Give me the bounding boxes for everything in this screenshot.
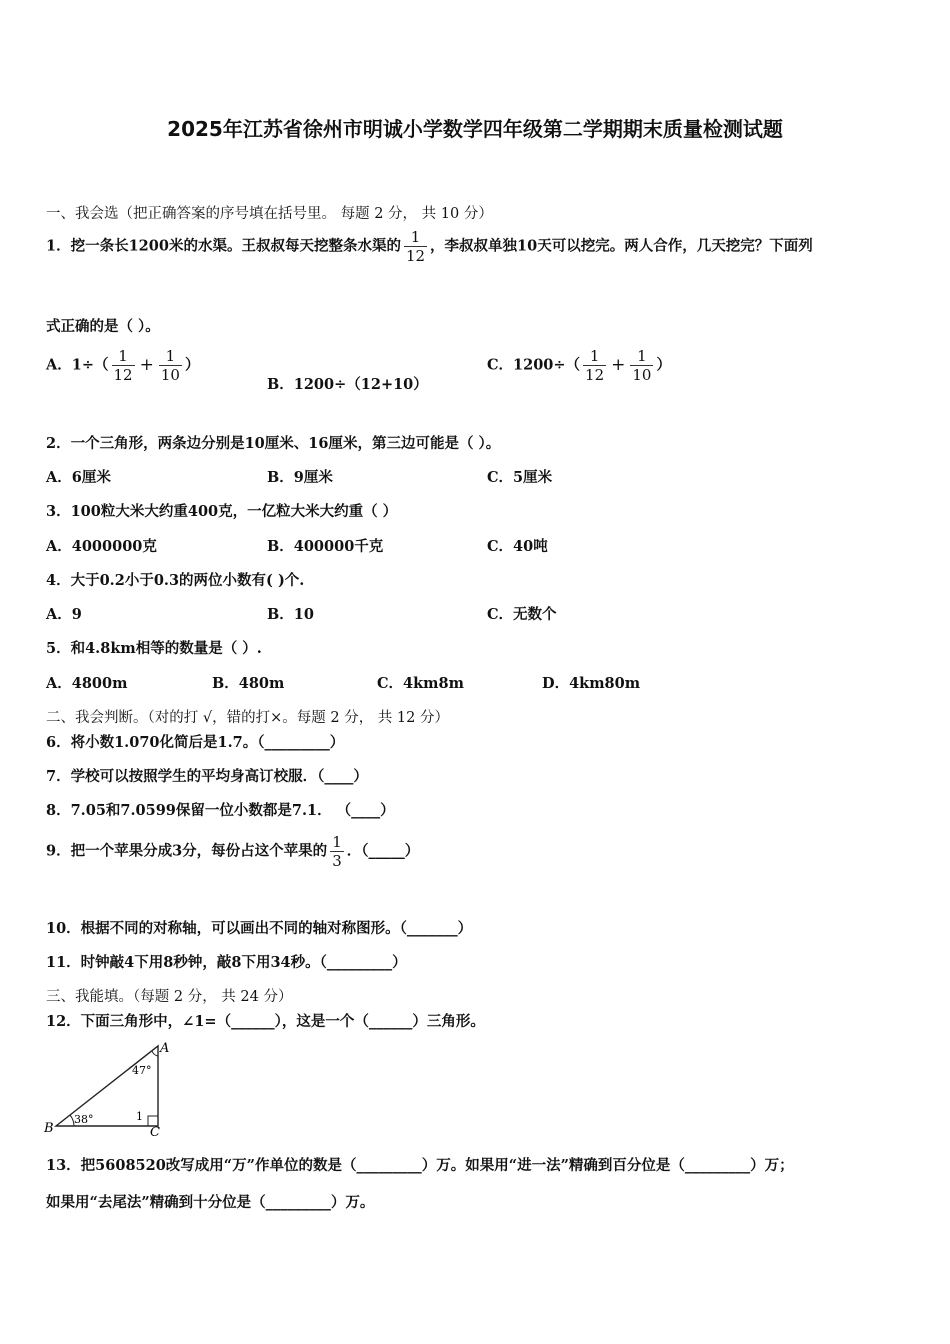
section-heading-3: 三、我能填。（每题 2 分， 共 24 分） [46,989,293,1005]
question-1 [46,228,813,265]
question-1-text-b: ，李叔叔单独10天可以挖完。两人合作，几天挖完？下面列 [430,237,813,255]
option-4c: C．无数个 [487,606,557,623]
page-title: 2025年江苏省徐州市明诚小学数学四年级第二学期期末质量检测试题 [167,117,783,141]
option-1b: B．1200÷（12+10） [267,376,428,393]
option-3a: A．4000000克 [46,538,157,555]
question-6: 6．将小数1.070化简后是1.7。（_________） [46,734,345,751]
angle-a-arc [152,1051,158,1056]
question-8: 8．7.05和7.0599保留一位小数都是7.1． （____） [46,802,395,819]
vertex-label-b: B [44,1121,54,1136]
section-heading-1: 一、我会选（把正确答案的序号填在括号里。 每题 2 分， 共 10 分） [46,206,493,222]
question-4: 4．大于0.2小于0.3的两位小数有( )个. [46,572,305,589]
question-11: 11．时钟敲4下用8秒钟，敲8下用34秒。（_________） [46,954,407,971]
question-10: 10．根据不同的对称轴，可以画出不同的轴对称图形。（_______） [46,920,473,937]
question-7: 7．学校可以按照学生的平均身高订校服．（____） [46,768,368,785]
angle-1-label: 1 [136,1110,143,1123]
question-3: 3．100粒大米大约重400克，一亿粒大米大约重（ ） [46,503,398,520]
question-9: 9．把一个苹果分成3分，每份占这个苹果的 $\frac{1}{3}$ ．（_____） [46,833,420,870]
option-5a: A．4800m [46,675,128,692]
option-5d: D．4km80m [542,675,641,692]
option-2b: B．9厘米 [267,469,333,486]
question-1-text-a: 1．挖一条长1200米的水渠。王叔叔每天挖整条水渠的 [46,237,401,255]
fraction: $\frac{1}{10}$ [632,347,652,384]
option-4a: A．9 [46,606,82,623]
vertex-label-c: C [150,1125,160,1140]
angle-b-value: 38° [74,1113,94,1126]
fraction: $\frac{1}{12}$ [113,347,133,384]
option-3c: C．40吨 [487,538,548,555]
question-5: 5．和4.8km相等的数量是（ ）. [46,640,262,657]
fraction: $\frac{1}{12}$ [405,228,426,265]
option-5b: B．480m [212,675,285,692]
option-4b: B．10 [267,606,314,623]
question-2: 2．一个三角形，两条边分别是10厘米、16厘米，第三边可能是（ ）。 [46,435,501,452]
fraction: $\frac{1}{10}$ [160,347,180,384]
option-1a: A．1÷（ $\frac{1}{12}$ + $\frac{1}{10}$ ） [46,347,200,384]
question-1-line2: 式正确的是（ ）。 [46,318,160,335]
option-2c: C．5厘米 [487,469,553,486]
angle-a-value: 47° [132,1064,152,1077]
option-1c: C．1200÷（ $\frac{1}{12}$ + $\frac{1}{10}$ ） [487,347,671,384]
fraction: $\frac{1}{12}$ [585,347,605,384]
question-13-line1: 13．把5608520改写成用“万”作单位的数是（_________）万。如果用“进一法”精确到百分位是（_________）万； [46,1157,794,1174]
triangle-figure [40,1038,180,1140]
fraction: $\frac{1}{3}$ [332,833,342,870]
vertex-label-a: A [160,1041,170,1056]
question-13-line2: 如果用“去尾法”精确到十分位是（_________）万。 [46,1194,375,1211]
option-5c: C．4km8m [377,675,464,692]
option-3b: B．400000千克 [267,538,384,555]
option-2a: A．6厘米 [46,469,111,486]
question-12: 12．下面三角形中，∠1=（______），这是一个（______）三角形。 [46,1013,485,1030]
section-heading-2: 二、我会判断。（对的打 √，错的打×。每题 2 分， 共 12 分） [46,710,449,726]
